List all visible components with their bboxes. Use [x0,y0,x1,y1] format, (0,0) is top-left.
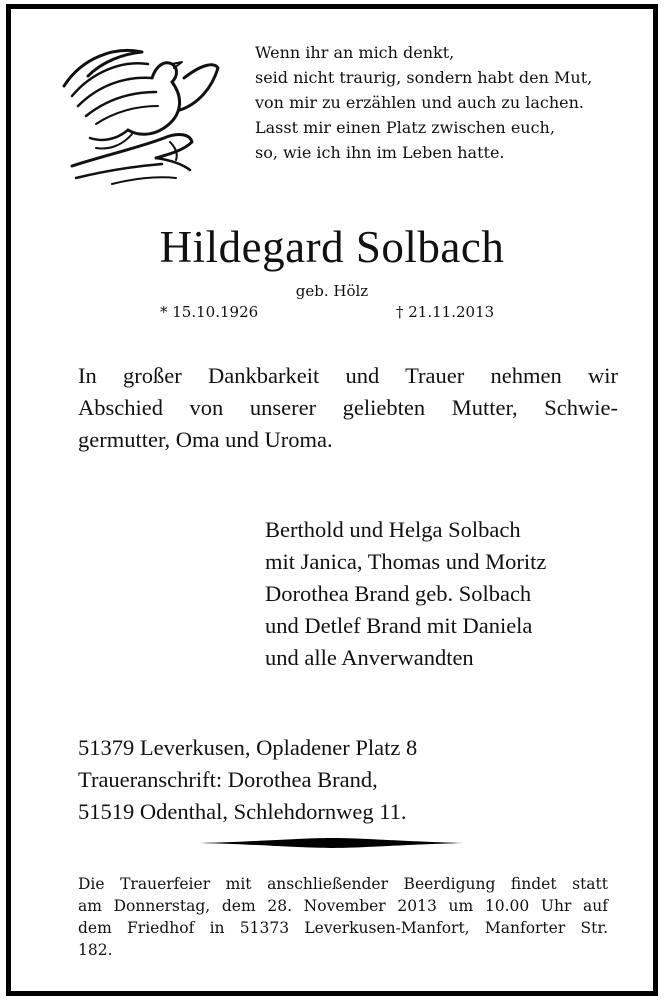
poem-line: seid nicht traurig, sondern habt den Mut, [255,68,593,87]
maiden-name: geb. Hölz [295,282,369,300]
intro-line: Abschied von unserer geliebten Mutter, Schwie- [78,395,618,420]
poem [255,40,625,165]
address-line: 51379 Leverkusen, Opladener Platz 8 [78,735,418,760]
notice-line: 182. [78,941,113,959]
family-line: mit Janica, Thomas und Moritz [265,549,547,574]
family-line: und alle Anverwandten [265,645,474,670]
family-signatures [265,514,625,674]
intro-text [78,360,618,456]
family-line: Berthold und Helga Solbach [265,517,521,542]
birth-date: * 15.10.1926 [160,303,259,321]
deceased-name: Hildegard Solbach [159,222,505,272]
address-line: Traueranschrift: Dorothea Brand, [78,767,378,792]
poem-line: von mir zu erzählen und auch zu lachen. [255,93,585,112]
notice-line: Die Trauerfeier mit anschließender Beerdigung findet statt [78,875,608,893]
mourning-address [78,732,598,828]
notice-line: am Donnerstag, dem 28. November 2013 um 10.00 Uhr auf [78,897,608,915]
notice-line: dem Friedhof in 51373 Leverkusen-Manfort, Manforter Str. [78,919,608,937]
intro-line: germutter, Oma und Uroma. [78,427,333,452]
intro-line: In großer Dankbarkeit und Trauer nehmen wir [78,363,618,388]
death-date: † 21.11.2013 [396,303,495,321]
poem-line: so, wie ich ihn im Leben hatte. [255,143,505,162]
address-line: 51519 Odenthal, Schlehdornweg 11. [78,799,407,824]
tapered-line-divider [200,837,464,849]
poem-line: Wenn ihr an mich denkt, [255,43,455,62]
funeral-notice [78,873,608,961]
poem-line: Lasst mir einen Platz zwischen euch, [255,118,555,137]
dove-over-hands-icon [52,38,222,188]
family-line: und Detlef Brand mit Daniela [265,613,533,638]
family-line: Dorothea Brand geb. Solbach [265,581,532,606]
